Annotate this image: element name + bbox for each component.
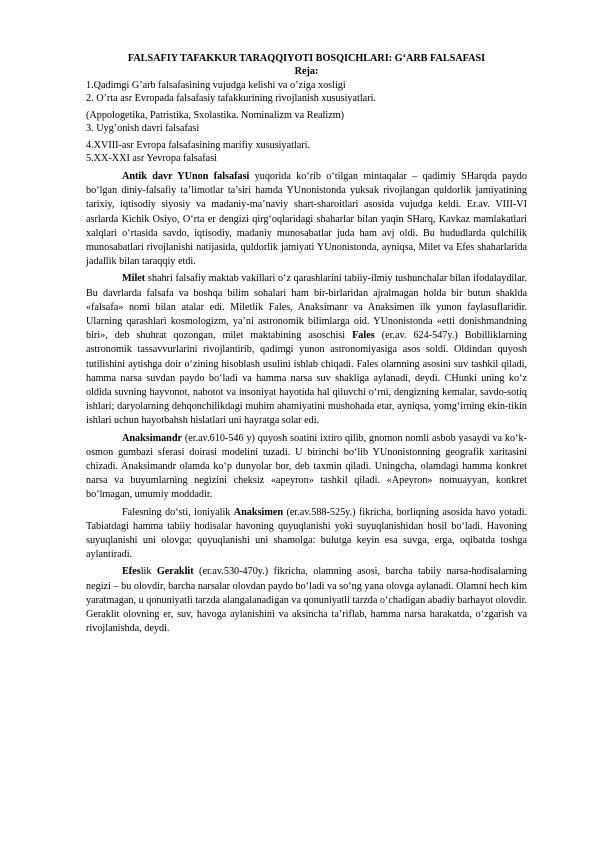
term-antik: Antik davr YUnon falsafasi [122,171,250,182]
document-title: FALSAFIY TAFAKKUR TARAQQIYOTI BOSQICHLARI: G‘ARB FALSAFASI [127,53,486,64]
paragraph-anaksimandr [86,432,527,503]
paragraph-text: lik [140,566,157,578]
term-efes: Efes [122,566,141,578]
plan-item: 5.XX-XXI asr Yevropa falsafasi [86,153,217,164]
paragraph-text: shahri falsafiy maktab vakillari o‘z qarashlarini tabiiy-ilmiy tushunchalar bilan ifodalaydilar. Bu davrlarda falsafa va boshqa bilim sohalari ham bir-birlaridan ajralmagan holda bir butun shaklda «falsafa» nomi bilan atalar edi. Miletlik Fales, Anaksimanr va Anaksimen ilk yunon faylasuflaridir. Ularning qarashlari kosmologizm, ya’ni astronomik bilimlarga oid. YUnonistonda «etti donishmandning biri», deb shuhrat qozongan, milet maktabining asoschisi [86,273,527,342]
paragraph-text: yuqorida ko‘rib o‘tilgan mintaqalar – qadimiy SHarqda paydo bo‘lgan diniy-falsafiy ta’limotlar ta’siri hamda YUnonistonda yuksak rivojlangan quldorlik jamiyatining tarixiy, iqtisodiy siyosiy va madaniy-ma’naviy shart-sharoitlari asosida vujudga keldi. Er.av. VIII-VI asrlarda Kichik Osiyo, O‘rta er dengizi qirg‘oqlaridagi shaharlar bilan yaqin SHarq, Kavkaz mamlakatlari xalqlari o‘rtasida savdo, iqtisodiy, madaniy munosabatlar juda ham avj oldi. Bu hududlarda qulchilik munosabatlari rivojlanishi natijasida, quldorlik jamiyati YUnonistonda, ayniqsa, Milet va Efes shaharlarida jadallik bilan taraqqiy etdi. [86,171,527,268]
paragraph-geraklit [86,565,527,636]
paragraph-text: (er.av.530-470y.) fikricha, olamning asosi, barcha tabiiy narsa-hodisalarning negizi – bu olovdir, barcha narsalar olovdan paydo bo‘ladi va so‘ng yana olovga aylanadi. Olamni hech kim yaratmagan, u qonuniyatli tarzda alangalanadigan va qonuniyatli tarzda o‘chadigan abadiy barhayot olovdir. Geraklit olovning er, suv, havoga aylanishini va aksincha ta’riflab, hamma narsa harakatda, o‘zgarish va rivojlanishda, deydi. [86,566,528,635]
document-page [86,52,527,637]
plan-item: 1.Qadimgi G’arb falsafasining vujudga kelishi va o’ziga xosligi [86,80,346,91]
paragraph-text: (er.av. 624-547y.) Bobilliklarning astronomik tassavvurlarini rivojlantirib, qadimgi yunon astronomiyasiga asos soldi. Oldindan quyosh tutilishini aytishga doir o‘zining hisoblash usulini ishlab chiqadi. Fales olamning asosini suv tashkil qiladi, hamma narsa suvdan paydo bo‘ladi va hamma narsa suv shakliga aylanadi, deydi. CHunki uning ko‘z oldida suvning hayvonot, nabotot va insoniyat hayotida hal qiluvchi o‘rni, dengizning kemalar, savdo-sotiq ishlari; daryolarning dehqonchilikdagi muhim ahamiyatini mushohada etar, ayniqsa, yomg‘irning ekin-tikin ishlari uchun hayotbahsh hislatlari uni hayratga solar edi. [86,330,527,427]
paragraph-milet [86,272,527,428]
term-geraklit: Geraklit [156,566,194,578]
paragraph-antik [86,170,527,269]
plan-heading: Reja: [294,66,319,77]
term-milet: Milet [122,273,146,285]
plan-item: 4.XVIII-asr Evropa falsafasining marifiy xususiyatlari. [86,140,311,151]
plan-item: 3. Uyg’onish davri falsafasi [86,123,200,134]
paragraph-anaksimen [86,506,527,563]
term-anaksimandr: Anaksimandr [122,432,183,444]
paragraph-text: (er.av.610-546 y) quyosh soatini ixtiro qilib, gnomon nomli asbob yasaydi va ko‘k-osmon gumbazi sferasi doirasi modelini tuzadi. U birinchi bo‘lib YUnonistonning geografik xaritasini chizadi. Anaksimandr olamda ko‘p dunyolar bor, deb taxmin qiladi. Uningcha, olamdagi hamma konkret narsa va buyumlarning negizini cheksiz «apeyron» tashkil qiladi. «Apeyron» nomuayyan, konkret bo‘lmagan, umumiy moddadir. [86,432,527,501]
plan-item: 2. O’rta asr Evropada falsafasiy tafakkurining rivojlanish xususiyatlari. [86,93,376,104]
plan-item: (Appologetika, Patristika, Sxolastika. Nominalizm va Realizm) [86,110,345,121]
term-fales: Fales [352,330,375,342]
plan-list [86,79,527,165]
paragraph-text: (er.av.588-525y.) fikricha, borliqning asosida havo yotadi. Tabiatdagi hamma tabiiy hodisalar havoning quyuqlanishi yoki suyuqlanishidan hosil bo‘ladi. Havoning suyuqlanishi uni olovga; quyuqlanishi uni shamolga: bulutga keyin esa suvga, erga, oqibatda toshga aylantiradi. [86,506,528,561]
paragraph-text: Falesning do‘sti, ioniyalik [122,506,234,518]
term-anaksimen: Anaksimen [233,506,284,518]
